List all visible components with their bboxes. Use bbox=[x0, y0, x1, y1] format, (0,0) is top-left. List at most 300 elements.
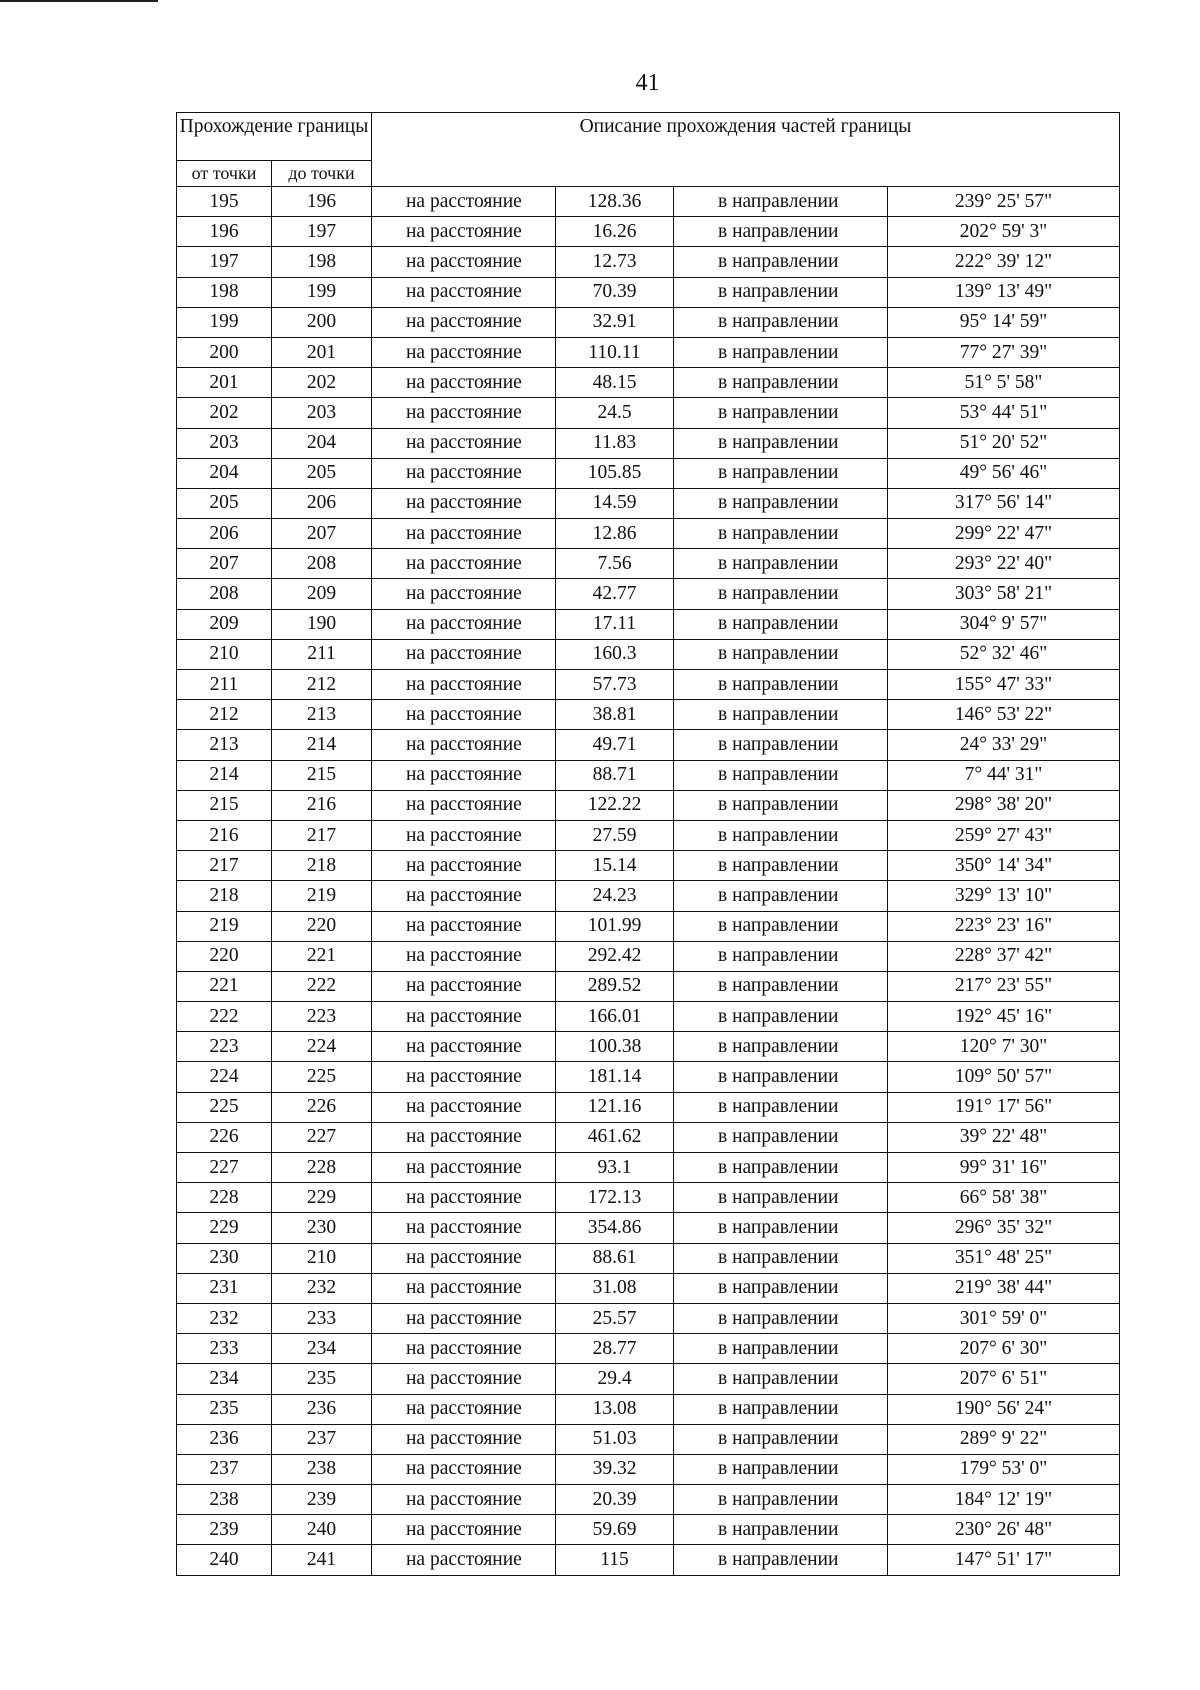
direction-value: 293° 22' 40" bbox=[888, 549, 1120, 579]
direction-label: в направлении bbox=[674, 1002, 888, 1032]
direction-label: в направлении bbox=[674, 1303, 888, 1333]
table-row bbox=[177, 1394, 1120, 1424]
from-point-cell: 235 bbox=[177, 1394, 272, 1424]
to-point-cell: 199 bbox=[272, 277, 372, 307]
direction-label: в направлении bbox=[674, 1213, 888, 1243]
distance-label: на расстояние bbox=[372, 1485, 556, 1515]
direction-label: в направлении bbox=[674, 700, 888, 730]
distance-value: 100.38 bbox=[556, 1032, 674, 1062]
distance-label: на расстояние bbox=[372, 1454, 556, 1484]
from-point-cell: 199 bbox=[177, 307, 272, 337]
direction-value: 202° 59' 3" bbox=[888, 217, 1120, 247]
table-row bbox=[177, 1424, 1120, 1454]
direction-value: 179° 53' 0" bbox=[888, 1454, 1120, 1484]
direction-value: 49° 56' 46" bbox=[888, 458, 1120, 488]
from-point-cell: 214 bbox=[177, 760, 272, 790]
from-point-cell: 219 bbox=[177, 911, 272, 941]
distance-label: на расстояние bbox=[372, 579, 556, 609]
table-row bbox=[177, 1334, 1120, 1364]
to-point-cell: 237 bbox=[272, 1424, 372, 1454]
to-point-cell: 238 bbox=[272, 1454, 372, 1484]
direction-label: в направлении bbox=[674, 1032, 888, 1062]
table-row bbox=[177, 639, 1120, 669]
from-point-cell: 224 bbox=[177, 1062, 272, 1092]
direction-label: в направлении bbox=[674, 217, 888, 247]
table-row bbox=[177, 519, 1120, 549]
table-row bbox=[177, 277, 1120, 307]
direction-value: 155° 47' 33" bbox=[888, 670, 1120, 700]
from-point-cell: 203 bbox=[177, 428, 272, 458]
to-point-cell: 212 bbox=[272, 670, 372, 700]
to-point-cell: 222 bbox=[272, 971, 372, 1001]
to-point-cell: 217 bbox=[272, 820, 372, 850]
table-row bbox=[177, 1454, 1120, 1484]
distance-label: на расстояние bbox=[372, 700, 556, 730]
distance-label: на расстояние bbox=[372, 307, 556, 337]
table-row bbox=[177, 1485, 1120, 1515]
to-point-cell: 233 bbox=[272, 1303, 372, 1333]
to-point-cell: 196 bbox=[272, 187, 372, 217]
distance-label: на расстояние bbox=[372, 760, 556, 790]
direction-value: 303° 58' 21" bbox=[888, 579, 1120, 609]
from-point-cell: 212 bbox=[177, 700, 272, 730]
table-row bbox=[177, 1122, 1120, 1152]
to-point-cell: 211 bbox=[272, 639, 372, 669]
direction-label: в направлении bbox=[674, 1122, 888, 1152]
direction-value: 298° 38' 20" bbox=[888, 790, 1120, 820]
direction-value: 219° 38' 44" bbox=[888, 1273, 1120, 1303]
direction-value: 77° 27' 39" bbox=[888, 337, 1120, 367]
to-point-cell: 205 bbox=[272, 458, 372, 488]
distance-label: на расстояние bbox=[372, 428, 556, 458]
direction-value: 317° 56' 14" bbox=[888, 488, 1120, 518]
direction-value: 190° 56' 24" bbox=[888, 1394, 1120, 1424]
distance-value: 7.56 bbox=[556, 549, 674, 579]
from-point-cell: 226 bbox=[177, 1122, 272, 1152]
from-point-cell: 236 bbox=[177, 1424, 272, 1454]
distance-value: 31.08 bbox=[556, 1273, 674, 1303]
to-point-cell: 241 bbox=[272, 1545, 372, 1575]
direction-label: в направлении bbox=[674, 639, 888, 669]
direction-label: в направлении bbox=[674, 428, 888, 458]
distance-value: 128.36 bbox=[556, 187, 674, 217]
distance-label: на расстояние bbox=[372, 1515, 556, 1545]
distance-value: 49.71 bbox=[556, 730, 674, 760]
direction-label: в направлении bbox=[674, 790, 888, 820]
to-point-cell: 208 bbox=[272, 549, 372, 579]
distance-label: на расстояние bbox=[372, 1002, 556, 1032]
direction-value: 99° 31' 16" bbox=[888, 1153, 1120, 1183]
table-row bbox=[177, 1183, 1120, 1213]
direction-label: в направлении bbox=[674, 519, 888, 549]
direction-value: 301° 59' 0" bbox=[888, 1303, 1120, 1333]
to-point-cell: 235 bbox=[272, 1364, 372, 1394]
table-row bbox=[177, 458, 1120, 488]
direction-label: в направлении bbox=[674, 760, 888, 790]
table-row bbox=[177, 1213, 1120, 1243]
direction-value: 191° 17' 56" bbox=[888, 1092, 1120, 1122]
distance-label: на расстояние bbox=[372, 187, 556, 217]
direction-value: 207° 6' 30" bbox=[888, 1334, 1120, 1364]
distance-label: на расстояние bbox=[372, 458, 556, 488]
distance-value: 20.39 bbox=[556, 1485, 674, 1515]
header-description: Описание прохождения частей границы bbox=[372, 113, 1120, 187]
table-row bbox=[177, 488, 1120, 518]
distance-value: 42.77 bbox=[556, 579, 674, 609]
direction-value: 184° 12' 19" bbox=[888, 1485, 1120, 1515]
to-point-cell: 219 bbox=[272, 881, 372, 911]
header-passage: Прохождение границы bbox=[177, 113, 372, 161]
distance-value: 29.4 bbox=[556, 1364, 674, 1394]
direction-label: в направлении bbox=[674, 1454, 888, 1484]
from-point-cell: 198 bbox=[177, 277, 272, 307]
direction-value: 239° 25' 57" bbox=[888, 187, 1120, 217]
to-point-cell: 232 bbox=[272, 1273, 372, 1303]
distance-value: 115 bbox=[556, 1545, 674, 1575]
distance-value: 166.01 bbox=[556, 1002, 674, 1032]
table-row bbox=[177, 609, 1120, 639]
direction-value: 217° 23' 55" bbox=[888, 971, 1120, 1001]
table-row bbox=[177, 1153, 1120, 1183]
to-point-cell: 227 bbox=[272, 1122, 372, 1152]
direction-label: в направлении bbox=[674, 398, 888, 428]
from-point-cell: 234 bbox=[177, 1364, 272, 1394]
direction-label: в направлении bbox=[674, 368, 888, 398]
direction-label: в направлении bbox=[674, 609, 888, 639]
scan-edge-line bbox=[0, 0, 158, 2]
distance-value: 354.86 bbox=[556, 1213, 674, 1243]
direction-value: 95° 14' 59" bbox=[888, 307, 1120, 337]
table-row bbox=[177, 971, 1120, 1001]
table-row bbox=[177, 790, 1120, 820]
to-point-cell: 206 bbox=[272, 488, 372, 518]
header-to-point: до точки bbox=[272, 161, 372, 187]
to-point-cell: 216 bbox=[272, 790, 372, 820]
distance-value: 14.59 bbox=[556, 488, 674, 518]
from-point-cell: 196 bbox=[177, 217, 272, 247]
to-point-cell: 213 bbox=[272, 700, 372, 730]
to-point-cell: 197 bbox=[272, 217, 372, 247]
to-point-cell: 240 bbox=[272, 1515, 372, 1545]
table-row bbox=[177, 730, 1120, 760]
distance-label: на расстояние bbox=[372, 1334, 556, 1364]
distance-label: на расстояние bbox=[372, 1273, 556, 1303]
distance-value: 289.52 bbox=[556, 971, 674, 1001]
distance-value: 51.03 bbox=[556, 1424, 674, 1454]
distance-value: 12.73 bbox=[556, 247, 674, 277]
page-number: 41 bbox=[635, 70, 660, 96]
distance-label: на расстояние bbox=[372, 851, 556, 881]
direction-label: в направлении bbox=[674, 1334, 888, 1364]
to-point-cell: 239 bbox=[272, 1485, 372, 1515]
direction-label: в направлении bbox=[674, 337, 888, 367]
direction-label: в направлении bbox=[674, 1273, 888, 1303]
distance-label: на расстояние bbox=[372, 488, 556, 518]
distance-label: на расстояние bbox=[372, 1364, 556, 1394]
from-point-cell: 220 bbox=[177, 941, 272, 971]
to-point-cell: 200 bbox=[272, 307, 372, 337]
direction-label: в направлении bbox=[674, 730, 888, 760]
from-point-cell: 230 bbox=[177, 1243, 272, 1273]
distance-label: на расстояние bbox=[372, 1303, 556, 1333]
from-point-cell: 238 bbox=[177, 1485, 272, 1515]
table-row bbox=[177, 1515, 1120, 1545]
distance-label: на расстояние bbox=[372, 609, 556, 639]
direction-label: в направлении bbox=[674, 1485, 888, 1515]
distance-value: 25.57 bbox=[556, 1303, 674, 1333]
to-point-cell: 202 bbox=[272, 368, 372, 398]
to-point-cell: 218 bbox=[272, 851, 372, 881]
direction-label: в направлении bbox=[674, 670, 888, 700]
from-point-cell: 237 bbox=[177, 1454, 272, 1484]
table-row bbox=[177, 1364, 1120, 1394]
table-row bbox=[177, 549, 1120, 579]
direction-label: в направлении bbox=[674, 247, 888, 277]
from-point-cell: 231 bbox=[177, 1273, 272, 1303]
table-row bbox=[177, 247, 1120, 277]
direction-label: в направлении bbox=[674, 1515, 888, 1545]
direction-label: в направлении bbox=[674, 971, 888, 1001]
distance-value: 172.13 bbox=[556, 1183, 674, 1213]
table-row bbox=[177, 881, 1120, 911]
distance-label: на расстояние bbox=[372, 1153, 556, 1183]
from-point-cell: 232 bbox=[177, 1303, 272, 1333]
table-row bbox=[177, 337, 1120, 367]
direction-label: в направлении bbox=[674, 1394, 888, 1424]
distance-label: на расстояние bbox=[372, 1183, 556, 1213]
from-point-cell: 205 bbox=[177, 488, 272, 518]
table-row bbox=[177, 1243, 1120, 1273]
from-point-cell: 215 bbox=[177, 790, 272, 820]
distance-value: 16.26 bbox=[556, 217, 674, 247]
from-point-cell: 221 bbox=[177, 971, 272, 1001]
distance-label: на расстояние bbox=[372, 247, 556, 277]
direction-label: в направлении bbox=[674, 941, 888, 971]
distance-value: 59.69 bbox=[556, 1515, 674, 1545]
distance-label: на расстояние bbox=[372, 670, 556, 700]
distance-value: 292.42 bbox=[556, 941, 674, 971]
direction-label: в направлении bbox=[674, 1545, 888, 1575]
direction-label: в направлении bbox=[674, 1092, 888, 1122]
distance-label: на расстояние bbox=[372, 941, 556, 971]
to-point-cell: 228 bbox=[272, 1153, 372, 1183]
direction-value: 304° 9' 57" bbox=[888, 609, 1120, 639]
to-point-cell: 198 bbox=[272, 247, 372, 277]
table-row bbox=[177, 368, 1120, 398]
distance-label: на расстояние bbox=[372, 337, 556, 367]
to-point-cell: 234 bbox=[272, 1334, 372, 1364]
direction-label: в направлении bbox=[674, 1062, 888, 1092]
from-point-cell: 195 bbox=[177, 187, 272, 217]
direction-value: 228° 37' 42" bbox=[888, 941, 1120, 971]
to-point-cell: 230 bbox=[272, 1213, 372, 1243]
to-point-cell: 214 bbox=[272, 730, 372, 760]
distance-value: 12.86 bbox=[556, 519, 674, 549]
from-point-cell: 210 bbox=[177, 639, 272, 669]
distance-label: на расстояние bbox=[372, 398, 556, 428]
table-row bbox=[177, 760, 1120, 790]
distance-value: 461.62 bbox=[556, 1122, 674, 1152]
direction-value: 51° 5' 58" bbox=[888, 368, 1120, 398]
direction-label: в направлении bbox=[674, 1364, 888, 1394]
distance-value: 24.5 bbox=[556, 398, 674, 428]
from-point-cell: 222 bbox=[177, 1002, 272, 1032]
from-point-cell: 216 bbox=[177, 820, 272, 850]
distance-label: на расстояние bbox=[372, 730, 556, 760]
distance-value: 39.32 bbox=[556, 1454, 674, 1484]
direction-label: в направлении bbox=[674, 458, 888, 488]
distance-value: 32.91 bbox=[556, 307, 674, 337]
distance-label: на расстояние bbox=[372, 911, 556, 941]
from-point-cell: 213 bbox=[177, 730, 272, 760]
table-body bbox=[177, 187, 1120, 1576]
distance-label: на расстояние bbox=[372, 1092, 556, 1122]
direction-value: 139° 13' 49" bbox=[888, 277, 1120, 307]
direction-label: в направлении bbox=[674, 1153, 888, 1183]
direction-label: в направлении bbox=[674, 1183, 888, 1213]
distance-label: на расстояние bbox=[372, 639, 556, 669]
from-point-cell: 197 bbox=[177, 247, 272, 277]
distance-value: 28.77 bbox=[556, 1334, 674, 1364]
from-point-cell: 211 bbox=[177, 670, 272, 700]
distance-label: на расстояние bbox=[372, 1062, 556, 1092]
distance-label: на расстояние bbox=[372, 790, 556, 820]
distance-value: 24.23 bbox=[556, 881, 674, 911]
table-row bbox=[177, 398, 1120, 428]
boundary-table bbox=[176, 112, 1120, 1576]
distance-value: 13.08 bbox=[556, 1394, 674, 1424]
table-row bbox=[177, 1273, 1120, 1303]
distance-value: 101.99 bbox=[556, 911, 674, 941]
direction-label: в направлении bbox=[674, 277, 888, 307]
distance-label: на расстояние bbox=[372, 217, 556, 247]
direction-label: в направлении bbox=[674, 881, 888, 911]
direction-value: 350° 14' 34" bbox=[888, 851, 1120, 881]
direction-label: в направлении bbox=[674, 1243, 888, 1273]
table-row bbox=[177, 941, 1120, 971]
distance-value: 110.11 bbox=[556, 337, 674, 367]
from-point-cell: 228 bbox=[177, 1183, 272, 1213]
direction-label: в направлении bbox=[674, 579, 888, 609]
from-point-cell: 209 bbox=[177, 609, 272, 639]
from-point-cell: 204 bbox=[177, 458, 272, 488]
to-point-cell: 226 bbox=[272, 1092, 372, 1122]
direction-value: 51° 20' 52" bbox=[888, 428, 1120, 458]
direction-value: 259° 27' 43" bbox=[888, 820, 1120, 850]
from-point-cell: 227 bbox=[177, 1153, 272, 1183]
to-point-cell: 224 bbox=[272, 1032, 372, 1062]
distance-label: на расстояние bbox=[372, 368, 556, 398]
table-row bbox=[177, 1062, 1120, 1092]
to-point-cell: 203 bbox=[272, 398, 372, 428]
table-row bbox=[177, 428, 1120, 458]
to-point-cell: 220 bbox=[272, 911, 372, 941]
table-row bbox=[177, 1092, 1120, 1122]
table-row bbox=[177, 307, 1120, 337]
distance-value: 181.14 bbox=[556, 1062, 674, 1092]
from-point-cell: 229 bbox=[177, 1213, 272, 1243]
direction-value: 146° 53' 22" bbox=[888, 700, 1120, 730]
to-point-cell: 225 bbox=[272, 1062, 372, 1092]
to-point-cell: 229 bbox=[272, 1183, 372, 1213]
distance-value: 105.85 bbox=[556, 458, 674, 488]
distance-label: на расстояние bbox=[372, 519, 556, 549]
table-row bbox=[177, 187, 1120, 217]
from-point-cell: 200 bbox=[177, 337, 272, 367]
direction-value: 289° 9' 22" bbox=[888, 1424, 1120, 1454]
to-point-cell: 221 bbox=[272, 941, 372, 971]
distance-value: 38.81 bbox=[556, 700, 674, 730]
to-point-cell: 236 bbox=[272, 1394, 372, 1424]
distance-value: 48.15 bbox=[556, 368, 674, 398]
distance-label: на расстояние bbox=[372, 1213, 556, 1243]
distance-label: на расстояние bbox=[372, 1424, 556, 1454]
distance-label: на расстояние bbox=[372, 971, 556, 1001]
direction-value: 53° 44' 51" bbox=[888, 398, 1120, 428]
direction-value: 230° 26' 48" bbox=[888, 1515, 1120, 1545]
direction-value: 24° 33' 29" bbox=[888, 730, 1120, 760]
direction-value: 66° 58' 38" bbox=[888, 1183, 1120, 1213]
direction-value: 109° 50' 57" bbox=[888, 1062, 1120, 1092]
table-row bbox=[177, 670, 1120, 700]
distance-value: 93.1 bbox=[556, 1153, 674, 1183]
direction-label: в направлении bbox=[674, 1424, 888, 1454]
distance-value: 17.11 bbox=[556, 609, 674, 639]
table-row bbox=[177, 217, 1120, 247]
direction-value: 39° 22' 48" bbox=[888, 1122, 1120, 1152]
distance-value: 160.3 bbox=[556, 639, 674, 669]
distance-label: на расстояние bbox=[372, 1545, 556, 1575]
to-point-cell: 190 bbox=[272, 609, 372, 639]
to-point-cell: 215 bbox=[272, 760, 372, 790]
direction-label: в направлении bbox=[674, 307, 888, 337]
table-row bbox=[177, 820, 1120, 850]
to-point-cell: 201 bbox=[272, 337, 372, 367]
distance-value: 70.39 bbox=[556, 277, 674, 307]
direction-value: 120° 7' 30" bbox=[888, 1032, 1120, 1062]
distance-label: на расстояние bbox=[372, 549, 556, 579]
direction-value: 147° 51' 17" bbox=[888, 1545, 1120, 1575]
distance-value: 11.83 bbox=[556, 428, 674, 458]
distance-label: на расстояние bbox=[372, 277, 556, 307]
direction-label: в направлении bbox=[674, 549, 888, 579]
from-point-cell: 207 bbox=[177, 549, 272, 579]
distance-label: на расстояние bbox=[372, 1032, 556, 1062]
distance-label: на расстояние bbox=[372, 1394, 556, 1424]
direction-label: в направлении bbox=[674, 820, 888, 850]
direction-label: в направлении bbox=[674, 187, 888, 217]
to-point-cell: 204 bbox=[272, 428, 372, 458]
direction-value: 192° 45' 16" bbox=[888, 1002, 1120, 1032]
direction-value: 351° 48' 25" bbox=[888, 1243, 1120, 1273]
to-point-cell: 210 bbox=[272, 1243, 372, 1273]
distance-value: 121.16 bbox=[556, 1092, 674, 1122]
direction-value: 296° 35' 32" bbox=[888, 1213, 1120, 1243]
from-point-cell: 201 bbox=[177, 368, 272, 398]
table-row bbox=[177, 700, 1120, 730]
from-point-cell: 202 bbox=[177, 398, 272, 428]
distance-value: 27.59 bbox=[556, 820, 674, 850]
distance-label: на расстояние bbox=[372, 820, 556, 850]
from-point-cell: 239 bbox=[177, 1515, 272, 1545]
table-row bbox=[177, 911, 1120, 941]
direction-value: 299° 22' 47" bbox=[888, 519, 1120, 549]
direction-label: в направлении bbox=[674, 488, 888, 518]
from-point-cell: 208 bbox=[177, 579, 272, 609]
distance-value: 88.71 bbox=[556, 760, 674, 790]
from-point-cell: 233 bbox=[177, 1334, 272, 1364]
distance-label: на расстояние bbox=[372, 881, 556, 911]
